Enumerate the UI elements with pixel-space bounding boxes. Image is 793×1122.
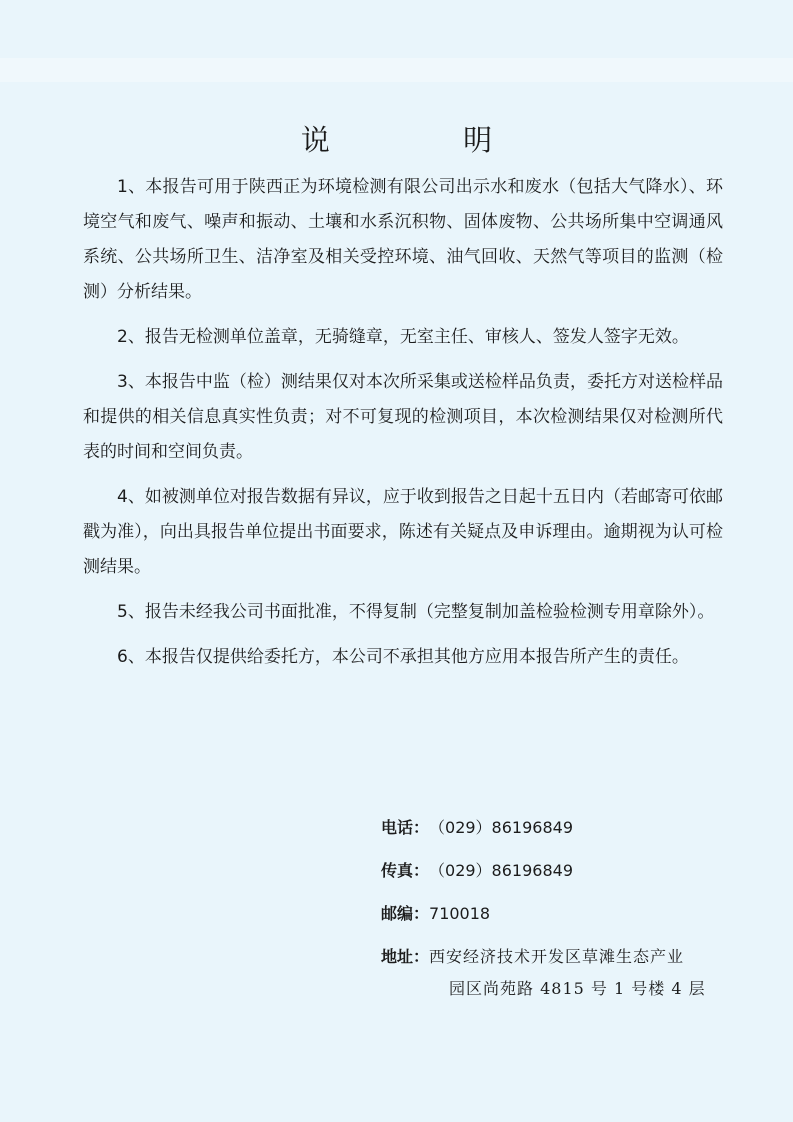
postcode-label: 邮编： <box>381 904 430 923</box>
notes-body <box>83 170 723 685</box>
phone-row <box>381 818 741 838</box>
phone-label: 电话： <box>381 818 430 837</box>
fax-value: （029）86196849 <box>429 861 573 880</box>
note-paragraph-4: 4、如被测单位对报告数据有异议，应于收到报告之日起十五日内（若邮寄可依邮戳为准），向出具报告单位提出书面要求，陈述有关疑点及申诉理由。逾期视为认可检测结果。 <box>83 487 723 577</box>
note-paragraph-1: 1、本报告可用于陕西正为环境检测有限公司出示水和废水（包括大气降水）、环境空气和废气、噪声和振动、土壤和水系沉积物、固体废物、公共场所集中空调通风系统、公共场所卫生、洁净室及相关受控环境、油气回收、天然气等项目的监测（检测）分析结果。 <box>83 177 723 302</box>
phone-value: （029）86196849 <box>429 818 573 837</box>
address-first-line <box>381 947 741 967</box>
fax-label: 传真： <box>381 861 430 880</box>
postcode-row <box>381 904 741 924</box>
note-paragraph-5: 5、报告未经我公司书面批准，不得复制（完整复制加盖检验检测专用章除外）。 <box>117 602 715 622</box>
fax-row <box>381 861 741 881</box>
note-paragraph-3: 3、本报告中监（检）测结果仅对本次所采集或送检样品负责，委托方对送检样品和提供的相关信息真实性负责；对不可复现的检测项目，本次检测结果仅对检测所代表的时间和空间负责。 <box>83 372 723 462</box>
address-label: 地址： <box>381 947 430 966</box>
header-band <box>0 58 793 82</box>
address-row <box>381 947 741 999</box>
postcode-value: 710018 <box>429 904 491 923</box>
address-line-2: 园区尚苑路 4815 号 1 号楼 4 层 <box>449 979 706 998</box>
note-paragraph-6: 6、本报告仅提供给委托方，本公司不承担其他方应用本报告所产生的责任。 <box>117 647 689 667</box>
contact-block <box>381 818 741 999</box>
document-title: 说 明 <box>300 123 555 157</box>
note-paragraph-2: 2、报告无检测单位盖章，无骑缝章，无室主任、审核人、签发人签字无效。 <box>117 327 689 347</box>
address-line-1: 西安经济技术开发区草滩生态产业 <box>429 947 685 966</box>
